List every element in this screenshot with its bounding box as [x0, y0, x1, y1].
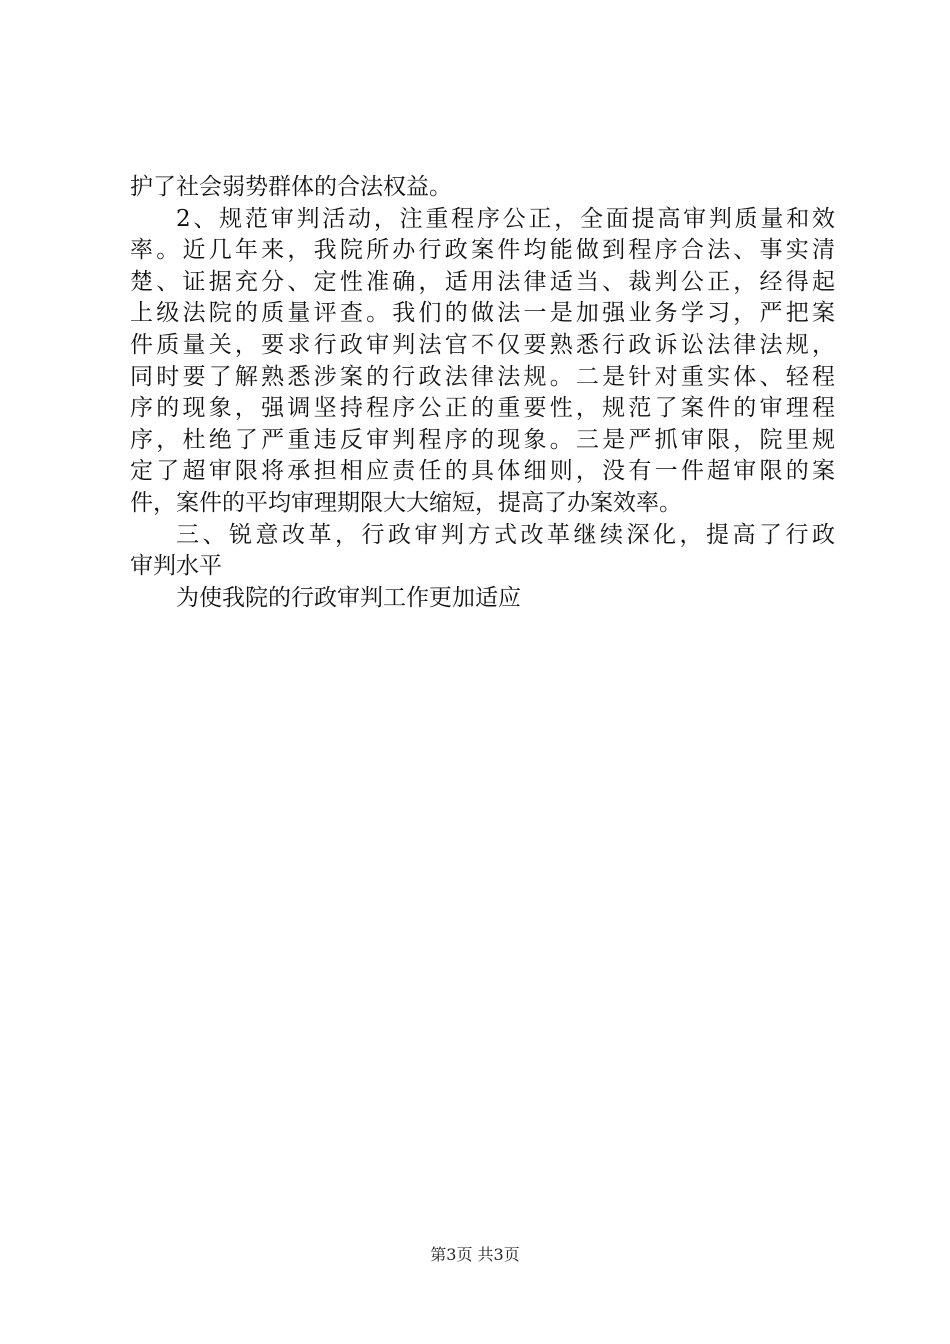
text-line: 2、规范审判活动，注重程序公正，全面提高审判质量和效: [176, 205, 835, 232]
document-body: [130, 172, 835, 614]
text-line: 序的现象，强调坚持程序公正的重要性，规范了案件的审理程: [130, 395, 835, 422]
text-line: 为使我院的行政审判工作更加适应: [176, 584, 521, 611]
paragraph-3: [130, 520, 835, 583]
text-line: 三、锐意改革，行政审判方式改革继续深化，提高了行政: [176, 521, 835, 548]
paragraph-2: [130, 204, 835, 520]
text-line: 序，杜绝了严重违反审判程序的现象。三是严抓审限，院里规: [130, 426, 835, 453]
text-line: 审判水平: [130, 553, 222, 580]
text-line: 率。近几年来，我院所办行政案件均能做到程序合法、事实清: [130, 237, 835, 264]
text-line: 楚、证据充分、定性准确，适用法律适当、裁判公正，经得起: [130, 268, 835, 295]
text-line: 件质量关，要求行政审判法官不仅要熟悉行政诉讼法律法规，: [130, 331, 835, 358]
text-line: 同时要了解熟悉涉案的行政法律法规。二是针对重实体、轻程: [130, 363, 835, 390]
paragraph-4: [130, 583, 835, 615]
paragraph-1: [130, 172, 835, 204]
text-line: 定了超审限将承担相应责任的具体细则，没有一件超审限的案: [130, 458, 835, 485]
text-line: 件，案件的平均审理期限大大缩短，提高了办案效率。: [130, 489, 682, 516]
text-line: 上级法院的质量评查。我们的做法一是加强业务学习，严把案: [130, 300, 835, 327]
page-number-footer: 第3页 共3页: [430, 1245, 520, 1264]
text-line: 护了社会弱势群体的合法权益。: [130, 174, 452, 200]
